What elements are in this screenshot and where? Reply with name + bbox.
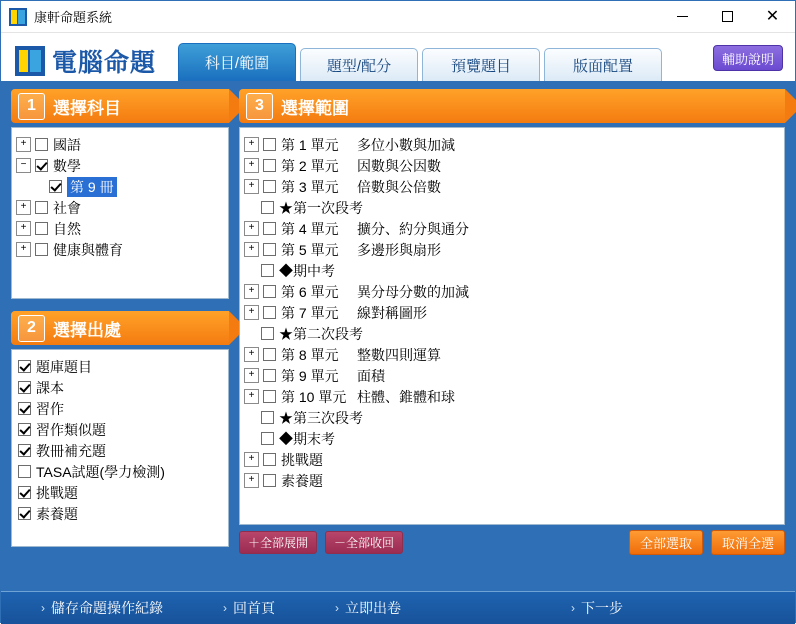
- tree-row[interactable]: [244, 239, 780, 260]
- footer-home-label: 回首頁: [233, 600, 275, 616]
- expand-all-button[interactable]: ＋全部展開: [239, 531, 317, 554]
- tree-row[interactable]: [244, 260, 780, 281]
- expander-icon[interactable]: +: [244, 368, 259, 383]
- tree-row[interactable]: [244, 365, 780, 386]
- section-title-source: 選擇出處: [53, 320, 121, 340]
- tree-row[interactable]: [16, 155, 224, 176]
- unit-title: 異分母分數的加減: [357, 283, 469, 300]
- checkbox[interactable]: [49, 180, 62, 193]
- section-header-subject: [11, 89, 229, 123]
- unit-label: 第 6 單元: [281, 283, 339, 300]
- subject-tree-panel: [11, 127, 229, 299]
- unit-title: 因數與公因數: [357, 157, 441, 174]
- unit-label: 第 4 單元: [281, 220, 339, 237]
- checkbox[interactable]: [263, 453, 276, 466]
- unit-label: 挑戰題: [281, 451, 323, 468]
- unit-label: ★第一次段考: [279, 199, 363, 216]
- tree-row[interactable]: [244, 344, 780, 365]
- checkbox[interactable]: [263, 369, 276, 382]
- list-item[interactable]: [16, 482, 224, 503]
- columns: [11, 89, 785, 601]
- expander-icon: [32, 180, 45, 193]
- collapse-all-button[interactable]: －全部收回: [325, 531, 403, 554]
- close-icon: ✕: [765, 7, 780, 25]
- footer-next-step-label: 下一步: [581, 600, 623, 616]
- tree-row[interactable]: [16, 134, 224, 155]
- expander-icon[interactable]: +: [244, 179, 259, 194]
- close-button[interactable]: [750, 1, 795, 32]
- tree-row[interactable]: [244, 449, 780, 470]
- checkbox[interactable]: [261, 411, 274, 424]
- minimize-button[interactable]: [660, 1, 705, 32]
- window-controls: [660, 1, 795, 32]
- list-item-label: 習作類似題: [36, 421, 106, 438]
- expander-icon: [244, 327, 257, 340]
- checkbox[interactable]: [35, 138, 48, 151]
- list-item-label: 素養題: [36, 505, 78, 522]
- checkbox[interactable]: [35, 243, 48, 256]
- checkbox[interactable]: [35, 222, 48, 235]
- deselect-all-button[interactable]: 取消全選: [711, 530, 785, 555]
- list-item-label: 題庫題目: [36, 358, 92, 375]
- tree-row-label: 自然: [53, 220, 81, 237]
- tree-row[interactable]: [244, 134, 780, 155]
- tree-row[interactable]: [244, 176, 780, 197]
- title-bar: [1, 1, 795, 33]
- unit-label: ◆期末考: [279, 430, 335, 447]
- main-area: [1, 33, 795, 624]
- checkbox[interactable]: [263, 474, 276, 487]
- expander-icon[interactable]: +: [16, 242, 31, 257]
- expander-icon[interactable]: +: [244, 137, 259, 152]
- list-item[interactable]: [16, 503, 224, 524]
- brand-title: 電腦命題: [52, 49, 157, 77]
- select-all-button[interactable]: 全部選取: [629, 530, 703, 555]
- range-tree-panel: [239, 127, 785, 525]
- expander-icon[interactable]: −: [16, 158, 31, 173]
- tree-row[interactable]: [244, 218, 780, 239]
- unit-title: 多邊形與扇形: [357, 241, 441, 258]
- checkbox[interactable]: [263, 222, 276, 235]
- list-item-label: 教冊補充題: [36, 442, 106, 459]
- tab-question-type[interactable]: 題型/配分: [300, 48, 418, 81]
- unit-label: 第 8 單元: [281, 346, 339, 363]
- checkbox[interactable]: [261, 432, 274, 445]
- checkbox[interactable]: [263, 285, 276, 298]
- unit-label: 第 9 單元: [281, 367, 339, 384]
- expander-icon[interactable]: +: [244, 389, 259, 404]
- unit-label: 第 1 單元: [281, 136, 339, 153]
- checkbox[interactable]: [35, 159, 48, 172]
- checkbox[interactable]: [263, 306, 276, 319]
- tree-row[interactable]: [244, 407, 780, 428]
- expander-icon[interactable]: +: [244, 284, 259, 299]
- tree-row[interactable]: [244, 155, 780, 176]
- expander-icon[interactable]: +: [244, 473, 259, 488]
- unit-label: 第 7 單元: [281, 304, 339, 321]
- unit-label: 第 2 單元: [281, 157, 339, 174]
- checkbox[interactable]: [18, 465, 31, 478]
- app-logo-icon: [9, 8, 27, 26]
- footer-next-step[interactable]: [571, 598, 623, 618]
- list-item[interactable]: [16, 398, 224, 419]
- expander-icon[interactable]: +: [244, 242, 259, 257]
- tree-row-label: 社會: [53, 199, 81, 216]
- expander-icon: [244, 201, 257, 214]
- expander-icon[interactable]: +: [16, 137, 31, 152]
- chevron-right-icon: ›: [335, 601, 339, 615]
- unit-label: ★第二次段考: [279, 325, 363, 342]
- section-number-1: 1: [18, 93, 45, 120]
- unit-title: 多位小數與加減: [357, 136, 455, 153]
- checkbox[interactable]: [263, 243, 276, 256]
- tree-row[interactable]: [244, 323, 780, 344]
- maximize-button[interactable]: [705, 1, 750, 32]
- footer-save-log[interactable]: [41, 598, 163, 618]
- list-item-label: 課本: [36, 379, 64, 396]
- window-title: 康軒命題系統: [34, 10, 113, 25]
- range-footer: [239, 531, 785, 553]
- footer-nav: [1, 591, 795, 624]
- unit-title: 面積: [357, 367, 385, 384]
- tree-row[interactable]: [16, 239, 224, 260]
- section-header-range: [239, 89, 785, 123]
- tree-row[interactable]: [244, 281, 780, 302]
- unit-label: 第 10 單元: [281, 388, 347, 405]
- expander-icon[interactable]: +: [244, 305, 259, 320]
- tree-row[interactable]: [244, 197, 780, 218]
- checkbox[interactable]: [18, 381, 31, 394]
- unit-title: 柱體、錐體和球: [357, 388, 455, 405]
- tab-layout[interactable]: 版面配置: [544, 48, 662, 81]
- tree-row-label: 數學: [53, 157, 81, 174]
- unit-title: 擴分、約分與通分: [357, 220, 469, 237]
- tree-row[interactable]: [244, 386, 780, 407]
- left-column: [11, 89, 229, 601]
- checkbox[interactable]: [18, 444, 31, 457]
- checkbox[interactable]: [18, 486, 31, 499]
- list-item[interactable]: [16, 461, 224, 482]
- list-item[interactable]: [16, 377, 224, 398]
- checkbox[interactable]: [263, 348, 276, 361]
- brand-logo-icon: [15, 46, 45, 76]
- checkbox[interactable]: [261, 327, 274, 340]
- checkbox[interactable]: [18, 360, 31, 373]
- unit-title: 線對稱圖形: [357, 304, 427, 321]
- tab-bar: [178, 41, 666, 81]
- unit-title: 倍數與公倍數: [357, 178, 441, 195]
- section-number-2: 2: [18, 315, 45, 342]
- list-item[interactable]: [16, 419, 224, 440]
- maximize-icon: [722, 11, 733, 22]
- brand: [15, 43, 156, 79]
- checkbox[interactable]: [18, 423, 31, 436]
- tree-row[interactable]: [244, 428, 780, 449]
- tree-row-label: 國語: [53, 136, 81, 153]
- tab-preview[interactable]: 預覽題目: [422, 48, 540, 81]
- chevron-right-icon: ›: [571, 601, 575, 615]
- footer-generate-paper-label: 立即出卷: [345, 600, 401, 616]
- expander-icon[interactable]: +: [244, 158, 259, 173]
- unit-label: 第 5 單元: [281, 241, 339, 258]
- expander-icon[interactable]: +: [244, 221, 259, 236]
- tree-row[interactable]: [244, 302, 780, 323]
- footer-save-log-label: 儲存命題操作紀錄: [51, 600, 163, 616]
- list-item-label: 挑戰題: [36, 484, 78, 501]
- tab-subject-range[interactable]: 科目/範圍: [178, 43, 296, 81]
- checkbox[interactable]: [35, 201, 48, 214]
- expander-icon: [244, 432, 257, 445]
- checkbox[interactable]: [263, 180, 276, 193]
- chevron-right-icon: ›: [41, 601, 45, 615]
- expander-icon[interactable]: +: [244, 347, 259, 362]
- tree-row[interactable]: [16, 176, 224, 197]
- tree-row-label: 健康與體育: [53, 241, 123, 258]
- section-number-3: 3: [246, 93, 273, 120]
- checkbox[interactable]: [261, 201, 274, 214]
- checkbox[interactable]: [263, 390, 276, 403]
- unit-label: ◆期中考: [279, 262, 335, 279]
- checkbox[interactable]: [261, 264, 274, 277]
- expander-icon[interactable]: +: [16, 221, 31, 236]
- tree-row[interactable]: [244, 470, 780, 491]
- list-item[interactable]: [16, 440, 224, 461]
- footer-home[interactable]: [223, 598, 275, 618]
- section-title-subject: 選擇科目: [53, 98, 121, 118]
- minimize-icon: [677, 16, 688, 17]
- help-button[interactable]: 輔助說明: [713, 45, 783, 71]
- unit-label: ★第三次段考: [279, 409, 363, 426]
- list-item-label: TASA試題(學力檢測): [36, 463, 165, 480]
- app-header: [1, 33, 795, 81]
- list-item[interactable]: [16, 356, 224, 377]
- checkbox[interactable]: [263, 159, 276, 172]
- expander-icon: [244, 264, 257, 277]
- footer-generate-paper[interactable]: [335, 598, 401, 618]
- content-area: [1, 81, 795, 624]
- right-column: [239, 89, 785, 601]
- checkbox[interactable]: [18, 507, 31, 520]
- tree-row[interactable]: [16, 197, 224, 218]
- expander-icon[interactable]: +: [244, 452, 259, 467]
- checkbox[interactable]: [18, 402, 31, 415]
- unit-label: 第 3 單元: [281, 178, 339, 195]
- unit-title: 整數四則運算: [357, 346, 441, 363]
- unit-label: 素養題: [281, 472, 323, 489]
- expander-icon[interactable]: +: [16, 200, 31, 215]
- list-item-label: 習作: [36, 400, 64, 417]
- checkbox[interactable]: [263, 138, 276, 151]
- section-title-range: 選擇範圍: [281, 98, 349, 118]
- section-header-source: [11, 311, 229, 345]
- tree-row[interactable]: [16, 218, 224, 239]
- chevron-right-icon: ›: [223, 601, 227, 615]
- source-list-panel: [11, 349, 229, 547]
- tree-row-label: 第 9 冊: [67, 177, 117, 197]
- expander-icon: [244, 411, 257, 424]
